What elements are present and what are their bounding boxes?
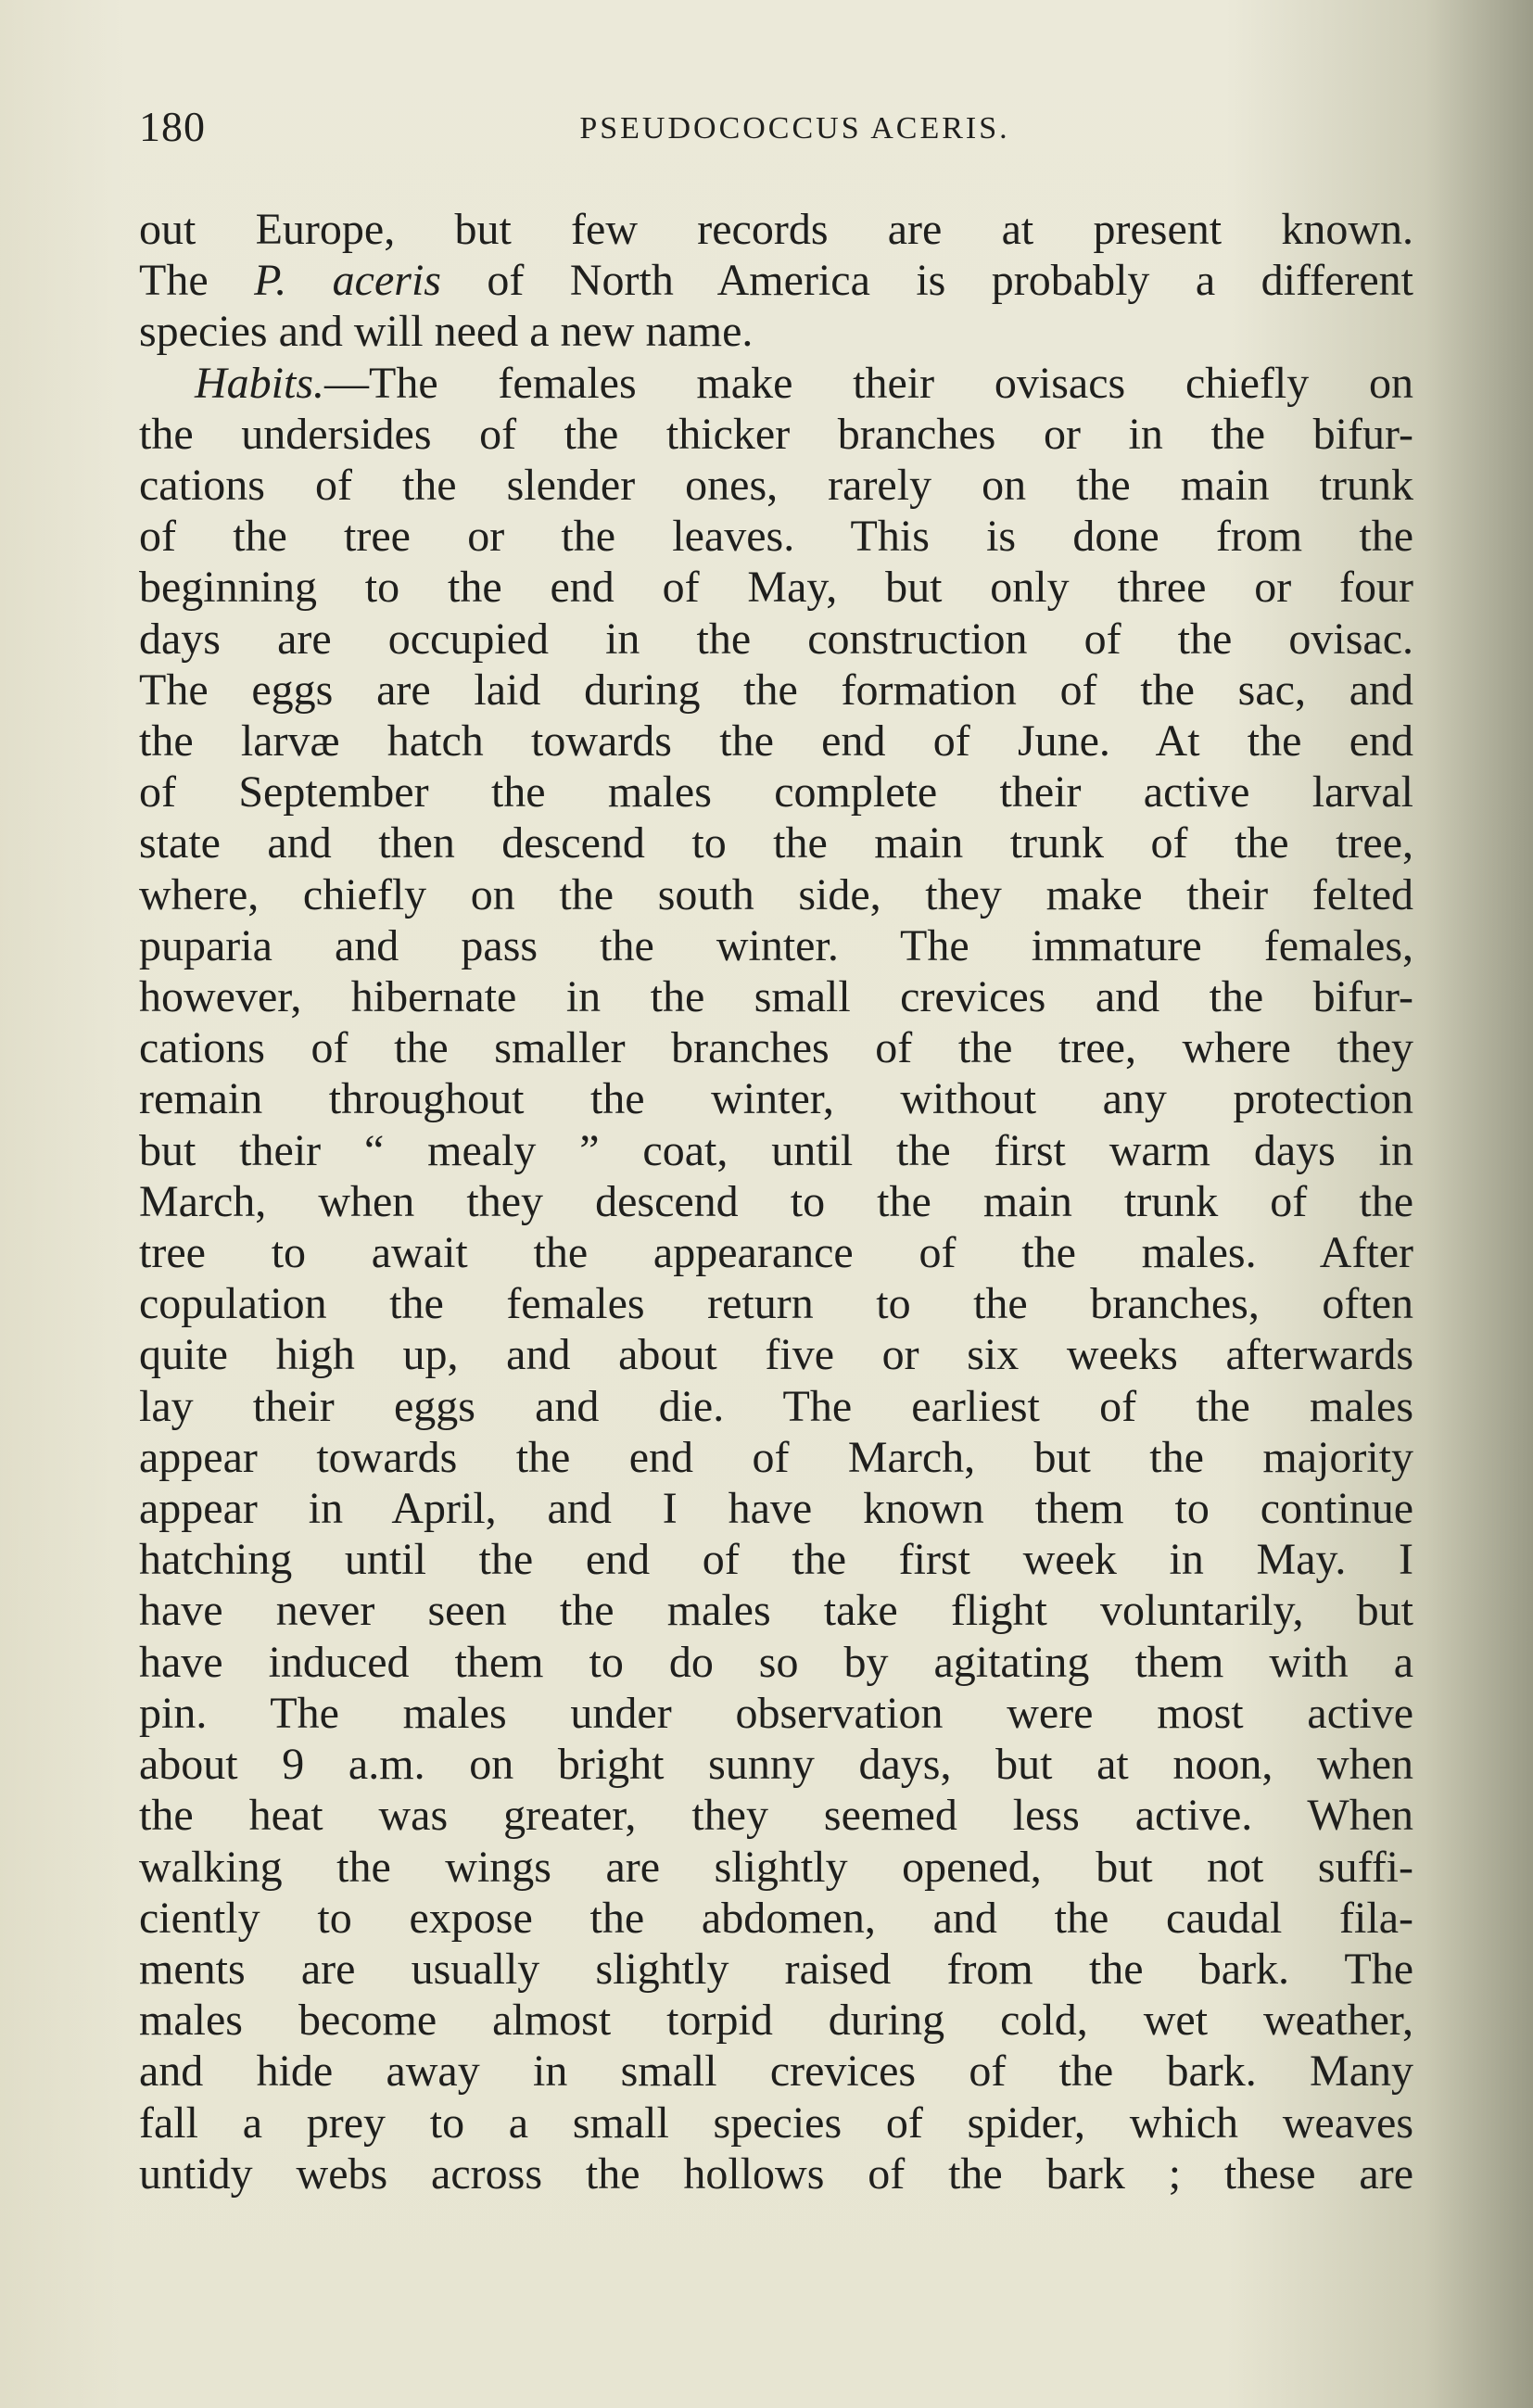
page-number: 180 [139,103,206,150]
text-line: have never seen the males take flight voluntarily, but [139,1586,1413,1636]
text-line: cations of the slender ones, rarely on the main trunk [139,461,1413,511]
page-content [139,102,1413,2199]
text-line: lay their eggs and die. The earliest of the males [139,1381,1413,1431]
text-line: remain throughout the winter, without any protection [139,1074,1413,1124]
text-line: and hide away in small crevices of the bark. Many [139,2047,1413,2097]
text-line: cations of the smaller branches of the tree, where they [139,1023,1413,1073]
text-line: however, hibernate in the small crevices and the bifur- [139,972,1413,1022]
text-line: days are occupied in the construction of the ovisac. [139,614,1413,664]
text-line: Habits.—The females make their ovisacs chiefly on [195,358,1413,408]
text-line: pin. The males under observation were most active [139,1688,1413,1738]
text-line: species and will need a new name. [139,307,754,357]
species-name: P. aceris [254,256,441,306]
text-line: ments are usually slightly raised from the bark. The [139,1944,1413,1994]
text-line: where, chiefly on the south side, they make their felted [139,869,1413,919]
text-line: beginning to the end of May, but only three or four [139,563,1413,613]
text-line: The eggs are laid during the formation of the sac, and [139,665,1413,715]
text-line: fall a prey to a small species of spider, which weaves [139,2097,1413,2148]
running-head [139,102,1413,167]
text-line: March, when they descend to the main trunk of the [139,1176,1413,1226]
text-line: have induced them to do so by agitating them with a [139,1637,1413,1687]
running-title: PSEUDOCOCCUS ACERIS. [579,111,1010,146]
text-line: untidy webs across the hollows of the bark ; these are [139,2148,1413,2199]
text-line: copulation the females return to the branches, often [139,1279,1413,1329]
text-line: the heat was greater, they seemed less active. When [139,1791,1413,1841]
section-label-habits: Habits. [195,358,325,408]
text-line: the undersides of the thicker branches or in the bifur- [139,409,1413,459]
text-line: the larvæ hatch towards the end of June. At the end [139,716,1413,767]
text-line: walking the wings are slightly opened, but not suffi- [139,1842,1413,1892]
text-line: quite high up, and about five or six weeks afterwards [139,1330,1413,1380]
text-line: tree to await the appearance of the males. After [139,1228,1413,1278]
body-text [139,204,1413,2199]
paragraph-continuation [139,204,1413,358]
text-line: appear in April, and I have known them to continue [139,1484,1413,1534]
text-line: of September the males complete their active larval [139,767,1413,817]
text-line: out Europe, but few records are at present known. [139,205,1413,254]
text-line: state and then descend to the main trunk of the tree, [139,818,1413,868]
text-line: ciently to expose the abdomen, and the caudal fila- [139,1893,1413,1943]
text-line: appear towards the end of March, but the majority [139,1432,1413,1482]
text-line: of the tree or the leaves. This is done from the [139,512,1413,562]
text-line: puparia and pass the winter. The immature females, [139,920,1413,970]
text-line: The P. aceris of North America is probably a different [139,256,1413,306]
text-line: but their “ mealy ” coat, until the first warm days in [139,1125,1413,1175]
text-line: about 9 a.m. on bright sunny days, but at noon, when [139,1740,1413,1790]
paragraph-habits [139,358,1413,2199]
text-line: males become almost torpid during cold, wet weather, [139,1996,1413,2046]
text-line: hatching until the end of the first week in May. I [139,1535,1413,1585]
